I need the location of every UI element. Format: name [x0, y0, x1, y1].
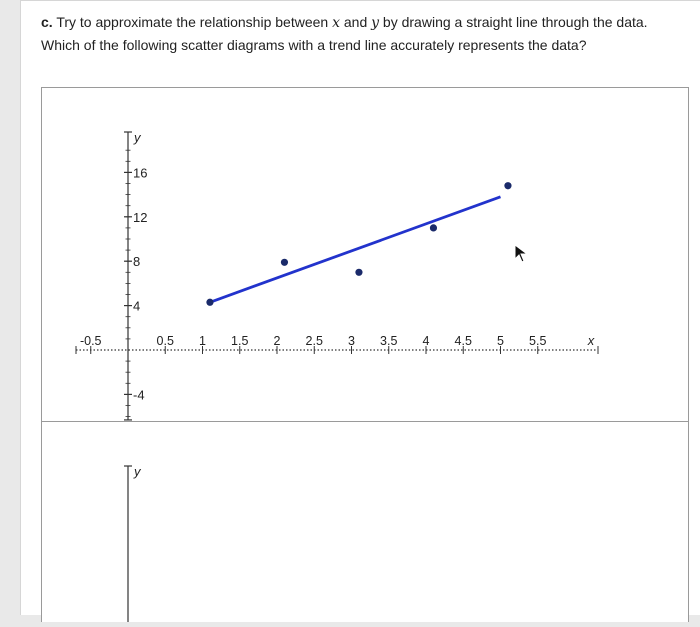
x-tick-label: 5.5 — [529, 334, 547, 348]
data-point-4 — [430, 224, 437, 231]
option-2-scatter-diagram[interactable] — [41, 421, 689, 622]
x-tick-label: 3 — [348, 334, 355, 348]
y-tick-label: 4 — [133, 298, 141, 314]
y-tick-label: 16 — [133, 165, 148, 181]
x-tick-label: 5 — [497, 334, 504, 348]
x-tick-label: 1.5 — [231, 334, 249, 348]
question-label: c. — [41, 14, 53, 30]
x-tick-label: 2 — [273, 334, 281, 348]
chart-1-svg — [42, 88, 688, 422]
y-tick-label: -4 — [133, 387, 145, 403]
x-tick-label: 1 — [199, 334, 206, 348]
x-tick-label: 4.5 — [454, 334, 472, 348]
x-tick-label: -0.5 — [79, 334, 102, 348]
mouse-cursor-icon — [514, 244, 530, 264]
data-point-5 — [504, 182, 511, 189]
y-axis-label: y — [134, 464, 141, 479]
chart-2-svg — [42, 422, 688, 622]
x-tick-label: 3.5 — [380, 334, 398, 348]
trend-line — [210, 197, 501, 302]
question-card — [20, 0, 700, 615]
x-axis-label: x — [587, 333, 595, 348]
data-point-3 — [355, 269, 362, 276]
question-line-2: Which of the following scatter diagrams with a trend line accurately represents the data? — [41, 37, 587, 53]
x-tick-label: 2.5 — [305, 334, 323, 348]
option-1-scatter-diagram[interactable] — [41, 87, 689, 423]
x-tick-label: 4 — [422, 334, 430, 348]
variable-y: y — [371, 15, 380, 31]
variable-x: x — [332, 15, 340, 31]
y-tick-label: 12 — [133, 209, 148, 225]
y-tick-label: 8 — [133, 254, 141, 270]
x-tick-label: 0.5 — [156, 334, 174, 348]
data-point-2 — [281, 259, 288, 266]
y-axis-label: y — [134, 130, 141, 145]
question-text: c. Try to approximate the relationship between x and y by drawing a straight line through the data. Which of the following scatter diagrams with a trend line accurately represents the data? — [41, 11, 691, 56]
data-point-1 — [206, 299, 213, 306]
